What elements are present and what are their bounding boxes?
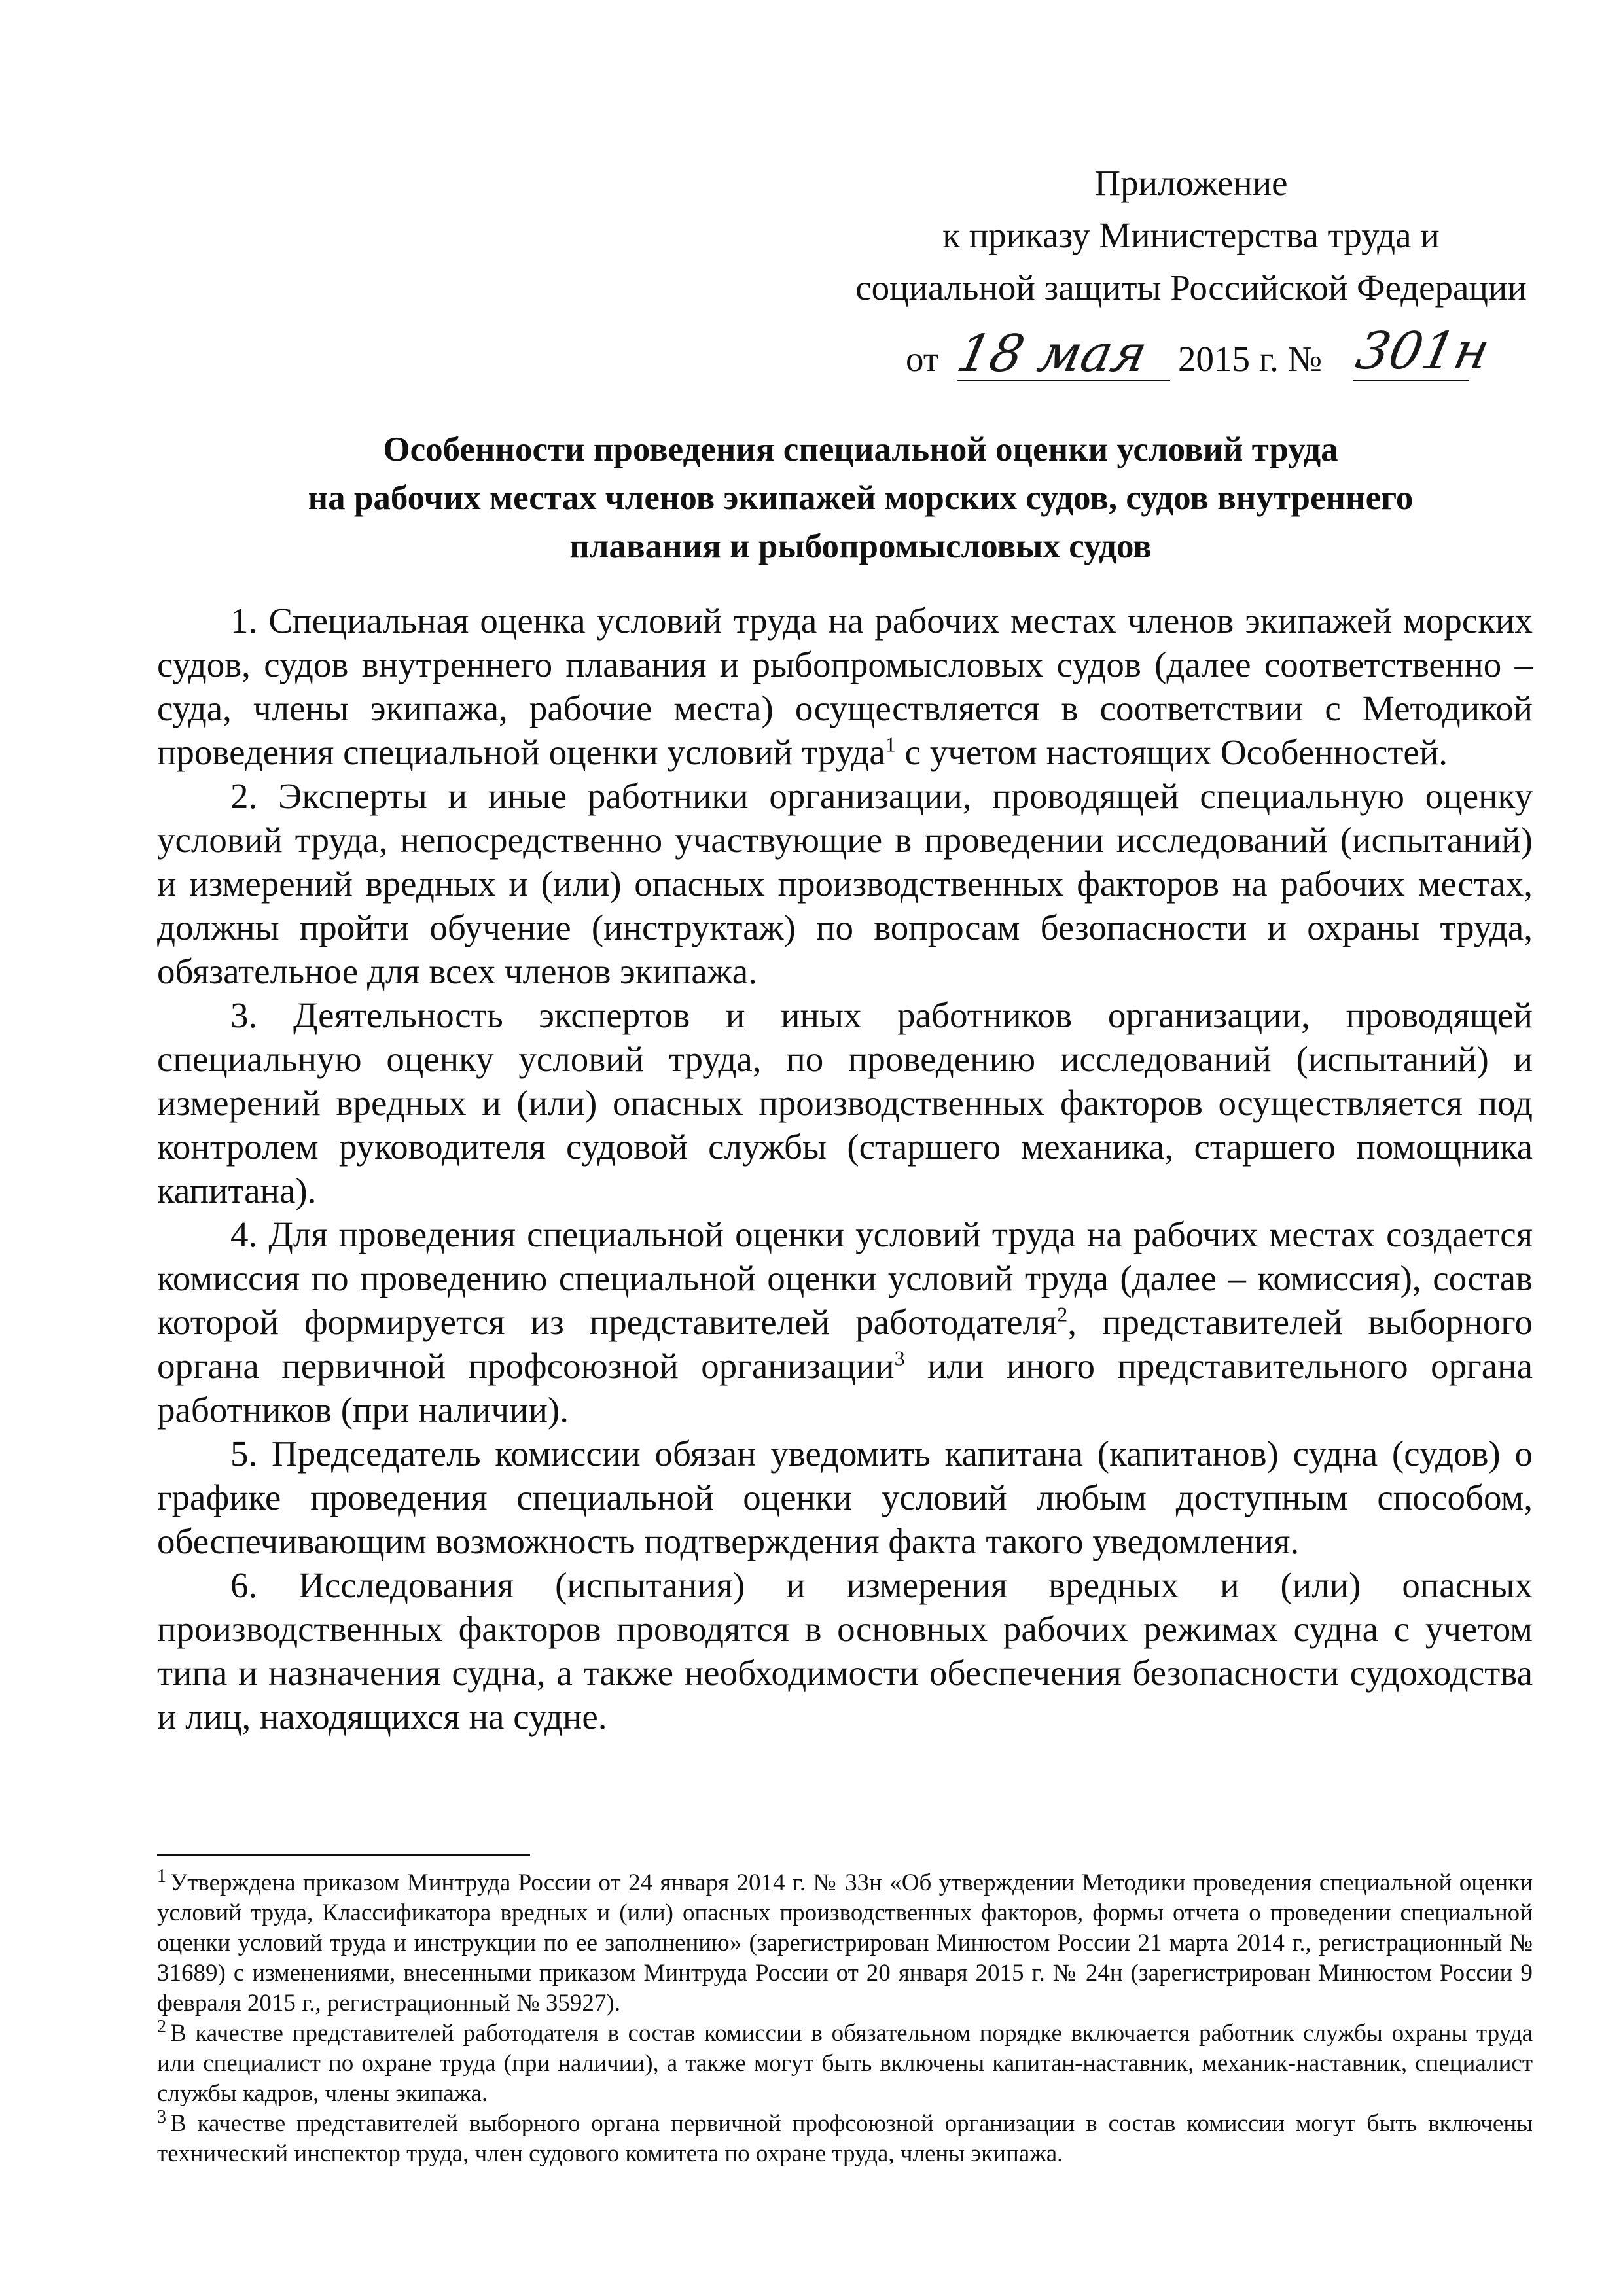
footnote-2-mark: 2 (157, 2016, 166, 2037)
footnote-ref-2: 2 (1057, 1302, 1068, 1326)
title-line-1: Особенности проведения специальной оценки условий труда (383, 431, 1338, 468)
footnote-divider (157, 1854, 530, 1856)
paragraph-4-text: 4. Для проведения специальной оценки условий труда на рабочих местах создается комиссия по проведению специальной оценки условий труда (далее – комиссия), состав которой формируется из представителей работодателя (157, 1214, 1533, 1342)
appendix-ministry: социальной защиты Российской Федерации (855, 268, 1527, 308)
appendix-order-ref: к приказу Министерства труда и (942, 215, 1440, 255)
title-line-3: плавания и рыбопромысловых судов (569, 527, 1152, 565)
paragraph-3: 3. Деятельность экспертов и иных работников организации, проводящей специальную оценку условий труда, по проведению исследований (испытаний) и измерений вредных и (или) опасных производственных факторов осуществляется под контролем руководителя судовой службы (старшего механика, старшего помощника капитана). (157, 995, 1533, 1210)
paragraph-4-text-mid: , представителей выборного органа первичной профсоюзной организации (157, 1302, 1533, 1386)
paragraph-1-text: 1. Специальная оценка условий труда на рабочих местах членов экипажей морских судов, судов внутреннего плавания и рыбопромысловых судов (далее соответственно – суда, члены экипажа, рабочие места) осуществляется в соответствии с Методикой проведения специальной оценки условий труда (157, 601, 1533, 772)
order-number-handwritten: 301н (1351, 322, 1495, 381)
footnotes (157, 1865, 1533, 2169)
order-prefix: от (906, 339, 939, 379)
order-year-label: 2015 г. № (1178, 339, 1323, 379)
paragraph-4-text-end: или иного представительного органа работников (при наличии). (157, 1346, 1533, 1430)
paragraph-4 (157, 1212, 1533, 1432)
paragraph-1 (157, 599, 1533, 774)
footnote-3-mark: 3 (157, 2106, 166, 2127)
footnote-1-mark: 1 (157, 1865, 166, 1886)
paragraph-1-text-end: с учетом настоящих Особенностей. (895, 732, 1448, 772)
footnote-ref-3: 3 (894, 1346, 905, 1370)
document-title (157, 425, 1564, 571)
document-body (157, 599, 1533, 1739)
footnote-1-text: Утверждена приказом Минтруда России от 24 января 2014 г. № 33н «Об утверждении Методики проведения специальной оценки условий труда, Классификатора вредных и (или) опасных производственных факторов, формы отчета о проведении специальной оценки условий труда и инструкции по ее заполнению» (зарегистрирован Минюстом России 21 марта 2014 г., регистрационный № 31689) с изменениями, внесенными приказом Минтруда России от 20 января 2015 г. № 24н (зарегистрирован Минюстом России 9 февраля 2015 г., регистрационный № 35927). (157, 1869, 1533, 2017)
title-line-2: на рабочих местах членов экипажей морских судов, судов внутреннего (308, 479, 1414, 517)
footnote-2-text: В качестве представителей работодателя в состав комиссии в обязательном порядке включается работник службы охраны труда или специалист по охране труда (при наличии), а также могут быть включены капитан-наставник, механик-наставник, специалист службы кадров, члены экипажа. (157, 2020, 1533, 2107)
footnote-3 (157, 2106, 1533, 2169)
order-date-number-line (906, 322, 1567, 393)
footnote-1 (157, 1865, 1533, 2019)
footnote-ref-1: 1 (885, 732, 896, 756)
footnote-3-text: В качестве представителей выборного органа первичной профсоюзной организации в состав комиссии могут быть включены технический инспектор труда, член судового комитета по охране труда, члены экипажа. (157, 2110, 1533, 2167)
paragraph-2: 2. Эксперты и иные работники организации, проводящей специальную оценку условий труда, непосредственно участвующие в проведении исследований (испытаний) и измерений вредных и (или) опасных производственных факторов на рабочих местах, должны пройти обучение (инструктаж) по вопросам безопасности и охраны труда, обязательное для всех членов экипажа. (157, 776, 1533, 991)
footnote-2 (157, 2016, 1533, 2109)
number-underline (1353, 380, 1469, 381)
appendix-header (821, 157, 1561, 314)
order-date-handwritten: 18 мая (952, 325, 1152, 383)
paragraph-6: 6. Исследования (испытания) и измерения вредных и (или) опасных производственных факторов проводятся в основных рабочих режимах судна с учетом типа и назначения судна, а также необходимости обеспечения безопасности судоходства и лиц, находящихся на судне. (157, 1565, 1533, 1737)
date-underline (957, 380, 1170, 381)
paragraph-5: 5. Председатель комиссии обязан уведомить капитана (капитанов) судна (судов) о графике проведения специальной оценки условий любым доступным способом, обеспечивающим возможность подтверждения факта такого уведомления. (157, 1434, 1533, 1561)
appendix-title: Приложение (1094, 163, 1288, 203)
